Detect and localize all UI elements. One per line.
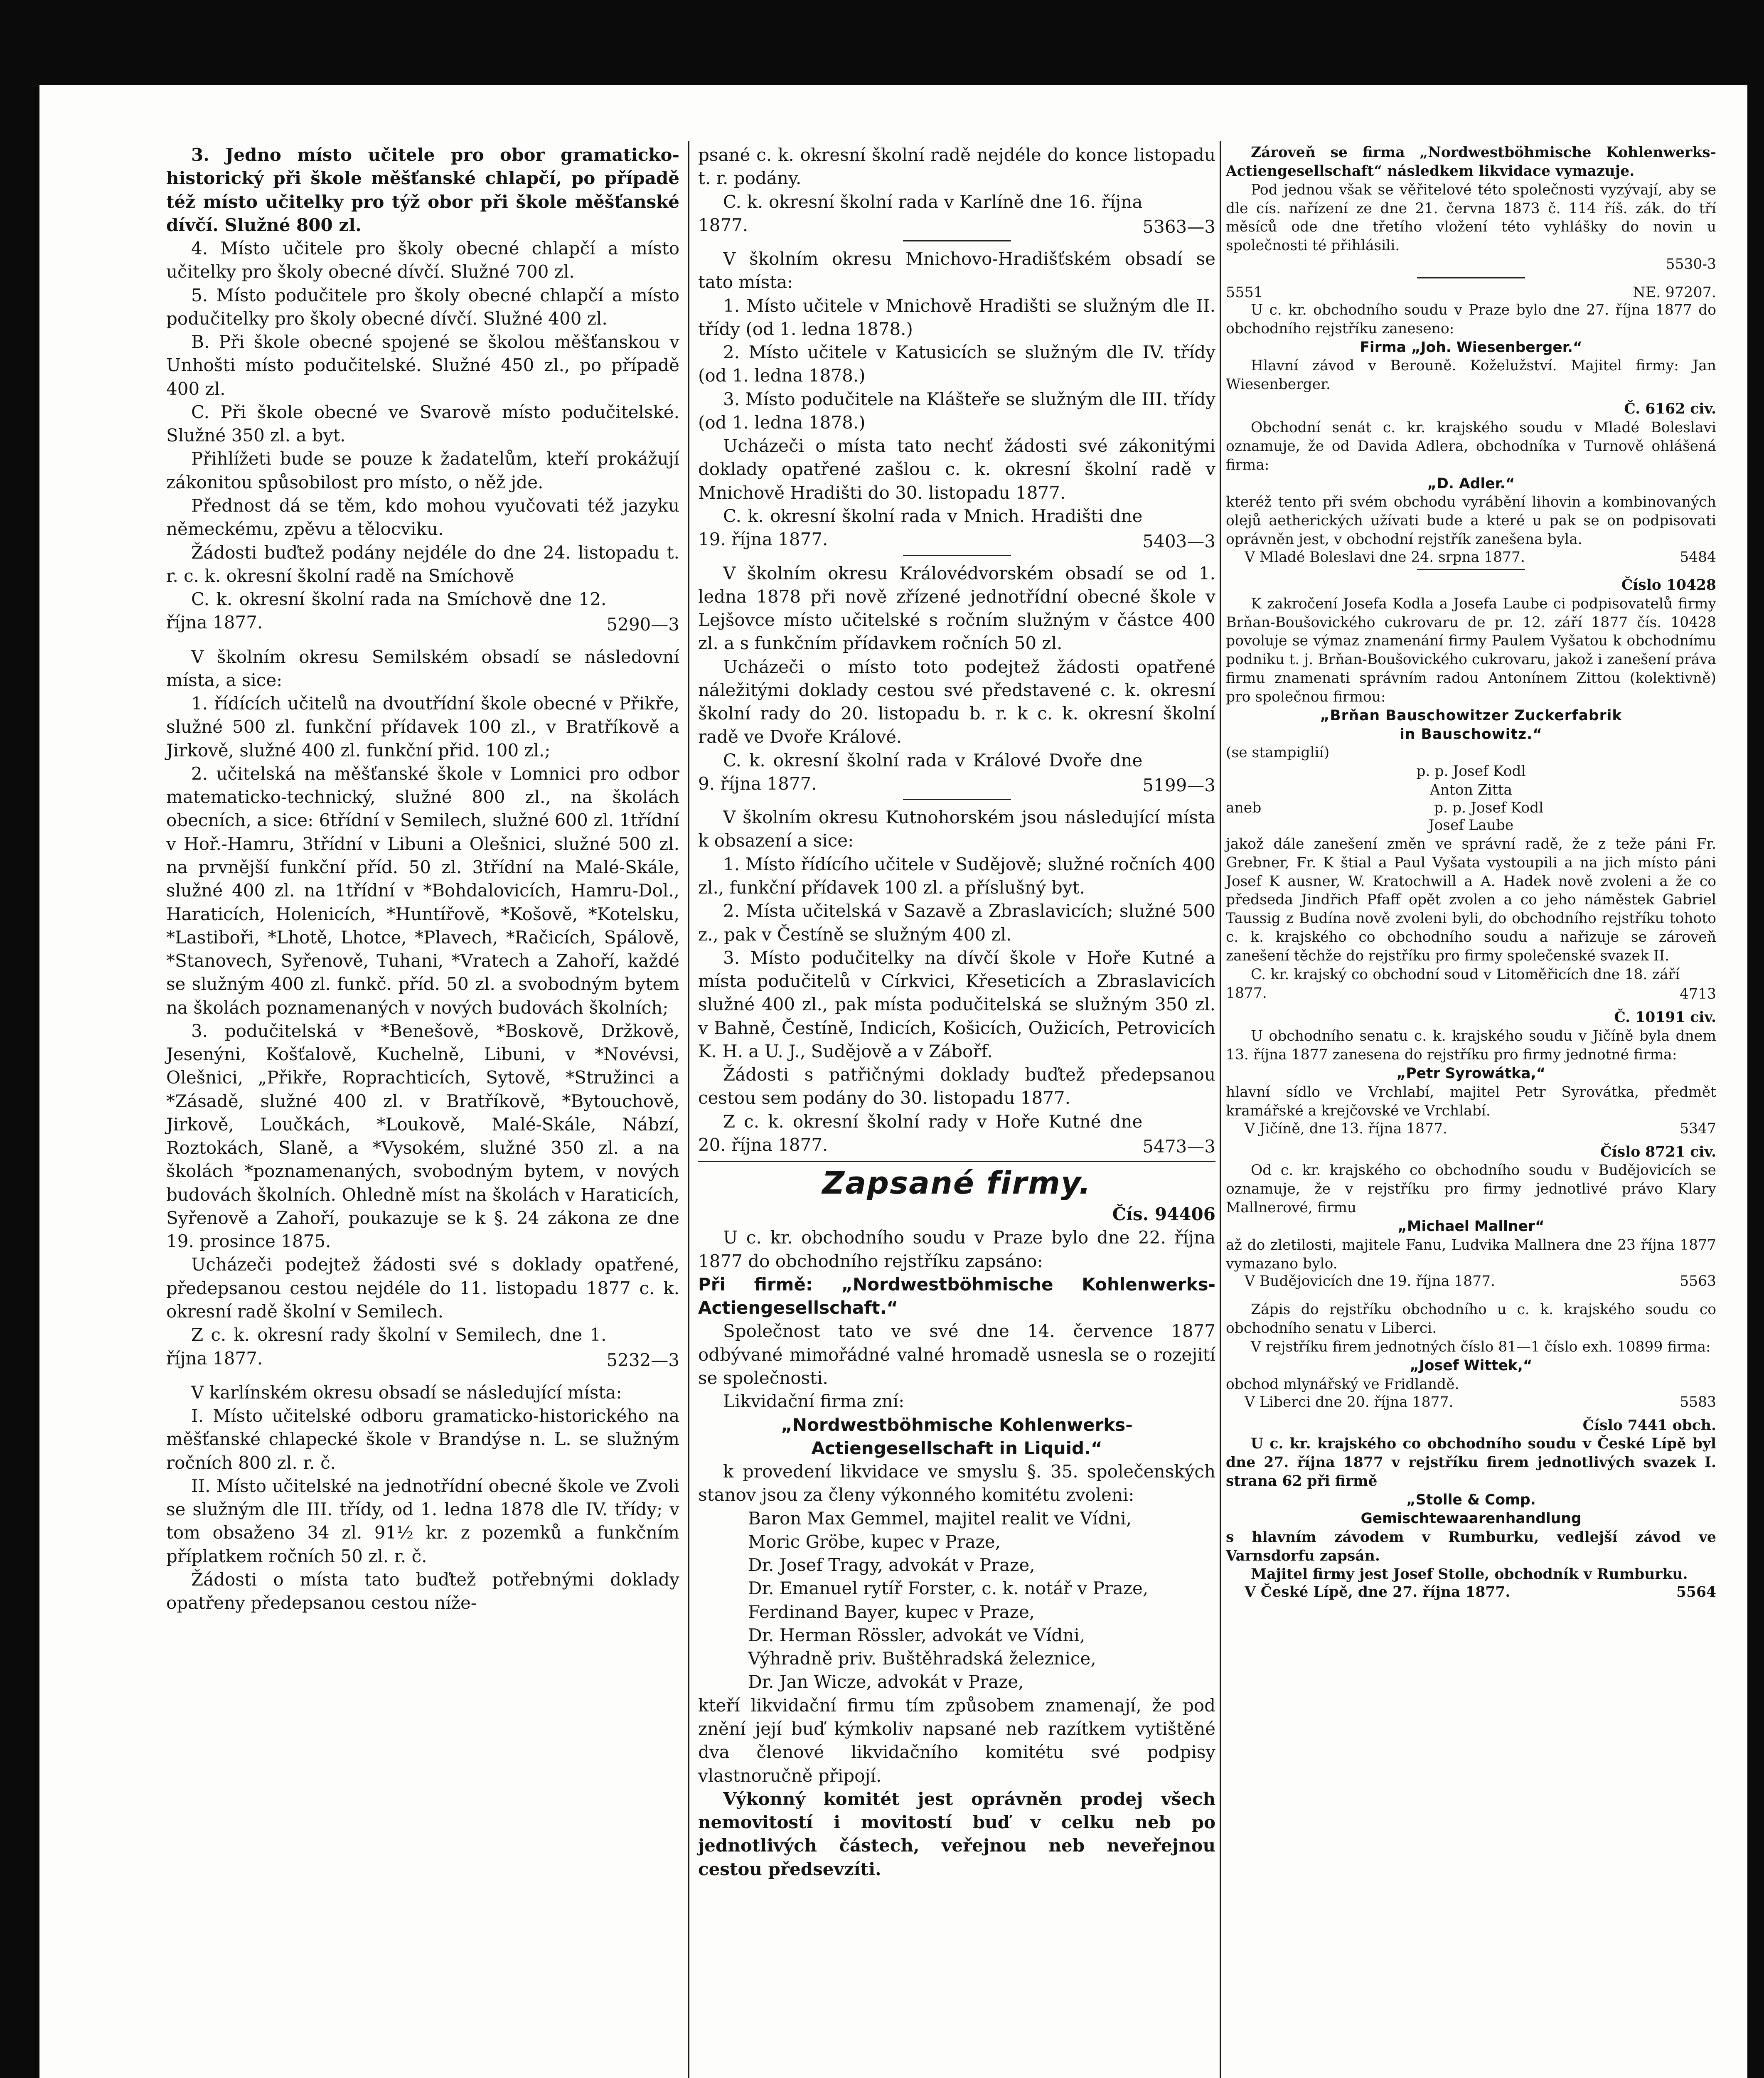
case-number: Čís. 94406 bbox=[1112, 1204, 1215, 1225]
paragraph: obchod mlynářský ve Fridlandě. bbox=[1226, 1376, 1459, 1393]
signature-text: C. k. okresní školní rada na Smíchově dne 12. října 1877. bbox=[166, 589, 607, 633]
paragraph: Žádosti s patřičnými doklady buďtež předepsanou cestou sem podány do 30. listopadu 1877. bbox=[698, 1064, 1215, 1108]
paragraph: Pod jednou však se věřitelové této společnosti vyzývají, aby se dle cís. nařízení ze dne 21. června 1873 č. 114 říš. zák. do tří měsíců ode dne třetího vložení této vyhlášky do novin u společnosti té přihlásili. bbox=[1226, 181, 1716, 254]
case-number: Číslo 10428 bbox=[1621, 576, 1716, 593]
reference-number: 5363—3 bbox=[1142, 217, 1215, 237]
firm-line: Při firmě: „Nordwestböhmische Kohlenwerks-Actiengesellschaft.“ bbox=[698, 1274, 1215, 1318]
signatory: Josef Laube bbox=[1428, 817, 1514, 834]
paragraph: 1. řídících učitelů na dvoutřídní škole obecné v Přikře, služné 500 zl. funkční přídavek 100 zl., v Bratříkově a Jirkově, služné 400 zl. funkční přid. 100 zl.; bbox=[166, 693, 679, 761]
firm-name: „Michael Mallner“ bbox=[1397, 1218, 1545, 1235]
paragraph: V karlínském okresu obsadí se následující místa: bbox=[191, 1382, 622, 1403]
signatory: p. p. Josef Kodl bbox=[1434, 800, 1544, 816]
paragraph: I. Místo učitelské odboru gramaticko-historického na měšťanské chlapecké škole v Brandýse n. L. se služným ročních 800 zl. r. č. bbox=[166, 1406, 679, 1473]
firm-name: Firma „Joh. Wiesenberger.“ bbox=[1360, 339, 1582, 356]
signature-line bbox=[1226, 1394, 1716, 1411]
paragraph: 4. Místo učitele pro školy obecné chlapčí a místo učitelky pro školy obecné dívčí. Služné 700 zl. bbox=[166, 238, 679, 282]
paragraph: kteří likvidační firmu tím způsobem znamenají, že pod znění její buď kýmkoliv napsané neb razítkem vytištěné dva členové likvidačního komitétu své podpisy vlastnoručně připojí. bbox=[698, 1695, 1215, 1786]
paragraph: 3. Místo podučitelky na dívčí škole v Hoře Kutné a místa podučitelů v Církvici, Křeseticích a Zbraslavicích služné 400 zl., pak místa podučitelská se služným 350 zl. v Bahně, Čestíně, Indicích, Košicích, Oužicích, Petrovicích K. H. a U. J., Sudějově a v Zábořf. bbox=[698, 947, 1215, 1061]
paragraph: K zakročení Josefa Kodla a Josefa Laube ci podpisovatelů firmy Brňan-Boušovického cukrovaru de pr. 12. září 1877 čís. 10428 povoluje se výmaz znamenání firmy Paulem Vyšatou k obchodnímu podniku t. j. Brňan-Boušovického cukrovaru, jakož i zanešení práva firmu znamenati správním radou Antonínem Zittou (kolektivně) pro společnou firmou: bbox=[1226, 595, 1716, 705]
signature-line bbox=[1226, 965, 1716, 1003]
paragraph: U c. kr. krajského co obchodního soudu v České Lípě byl dne 27. října 1877 v rejstříku firem jednotlivých svazek I. strana 62 při firmě bbox=[1226, 1435, 1716, 1490]
paragraph: Od c. kr. krajského co obchodního soudu v Budějovicích se oznamuje, že v rejstříku pro firmy jednotlivé právo Klary Mallnerové, firmu bbox=[1226, 1162, 1716, 1216]
scan-edge-top bbox=[0, 0, 1764, 85]
paragraph: 1. Místo učitele v Mnichově Hradišti se služným dle II. třídy (od 1. ledna 1878.) bbox=[698, 295, 1215, 339]
reference-number: 5199—3 bbox=[1142, 775, 1215, 796]
paragraph: U c. kr. obchodního soudu v Praze bylo dne 27. října 1877 do obchodního rejstříku zaneseno: bbox=[1226, 301, 1716, 337]
paragraph: Ucházeči o místo toto podejtež žádosti opatřené náležitými doklady cestou své představené c. k. okresní školní rady do 20. listopadu b. r. k c. k. okresní školní radě ve Dvoře Králové. bbox=[698, 656, 1215, 747]
paragraph: Ucházeči podejtež žádosti své s doklady opatřené, předepsanou cestou nejdéle do 11. listopadu 1877 c. k. okresní radě školní v Semilech. bbox=[166, 1254, 679, 1322]
paragraph: V rejstříku firem jednotných číslo 81—1 číslo exh. 10899 firma: bbox=[1251, 1339, 1711, 1356]
reference-number: 5232—3 bbox=[606, 1349, 679, 1370]
column-right bbox=[1226, 143, 1716, 1600]
scan-edge-right bbox=[1747, 0, 1764, 2078]
paragraph: Majitel firmy jest Josef Stolle, obchodník v Rumburku. bbox=[1251, 1566, 1688, 1583]
paragraph: B. Při škole obecné spojené se školou měšťanskou v Unhošti místo podučitelské. Služné 450 zl., po případě 400 zl. bbox=[166, 332, 679, 399]
stamp-note: (se stampiglií) bbox=[1226, 744, 1330, 761]
firm-name: „D. Adler.“ bbox=[1427, 475, 1515, 492]
separator bbox=[903, 240, 1011, 241]
signature-line bbox=[698, 1110, 1215, 1157]
paragraph: V školním okresu Kutnohorském jsou následující místa k obsazení a sice: bbox=[698, 807, 1215, 851]
section-heading: Zapsané firmy. bbox=[822, 1165, 1092, 1201]
signature-line bbox=[166, 1323, 679, 1370]
column-rule bbox=[1220, 141, 1221, 2078]
signatory: p. p. Josef Kodl bbox=[1416, 763, 1526, 780]
list-item: Ferdinand Bayer, kupec v Praze, bbox=[748, 1601, 1035, 1622]
paragraph: II. Místo učitelské na jednotřídní obecné škole ve Zvoli se služným dle III. třídy, od 1. ledna 1878 dle IV. třídy; v tom obsaženo 34 zl. 91½ kr. z pozemků a funkčním příplatkem ročních 50 zl. r. č. bbox=[166, 1475, 679, 1566]
paragraph: hlavní sídlo ve Vrchlabí, majitel Petr Syrovátka, předmět kramářské a krejčovské ve Vrchlabí. bbox=[1226, 1083, 1716, 1119]
list-item: Baron Max Gemmel, majitel realit ve Vídni, bbox=[748, 1508, 1132, 1529]
firm-name: Gemischtewaarenhandlung bbox=[1361, 1510, 1582, 1527]
firm-name: „Josef Wittek,“ bbox=[1410, 1357, 1533, 1374]
signature-line bbox=[1226, 1273, 1716, 1290]
paragraph: Žádosti buďtež podány nejdéle do dne 24. listopadu t. r. c. k. okresní školní radě na Smíchově bbox=[166, 542, 679, 586]
paragraph: Ucházeči o místa tato nechť žádosti své zákonitými doklady opatřené zašlou c. k. okresní školní radě v Mnichově Hradišti do 30. listopadu 1877. bbox=[698, 436, 1215, 503]
signature-line bbox=[166, 588, 679, 635]
signature-line bbox=[1226, 549, 1716, 566]
reference-number: 5473—3 bbox=[1142, 1136, 1215, 1157]
case-number: Č. 6162 civ. bbox=[1624, 401, 1716, 418]
signature-text: V České Lípě, dne 27. října 1877. bbox=[1245, 1584, 1511, 1601]
list-item: Výhradně priv. Buštěhradská železnice, bbox=[748, 1648, 1096, 1669]
list-item: Dr. Josef Tragy, advokát v Praze, bbox=[748, 1555, 1035, 1576]
reference-number: 5290—3 bbox=[606, 614, 679, 635]
signature-text: V Liberci dne 20. října 1877. bbox=[1245, 1394, 1454, 1411]
signatory-alt bbox=[1226, 800, 1716, 816]
paragraph: V školním okresu Mnichovo-Hradišťském obsadí se tato místa: bbox=[698, 249, 1215, 293]
firm-name: „Stolle & Comp. bbox=[1406, 1492, 1536, 1508]
paragraph: 1. Místo řídícího učitele v Sudějově; služné ročních 400 zl., funkční přídavek 100 zl. a příslušný byt. bbox=[698, 854, 1215, 898]
committee-list bbox=[698, 1507, 1215, 1694]
paragraph: Hlavní závod v Berouně. Koželužství. Majitel firmy: Jan Wiesenberger. bbox=[1226, 357, 1716, 393]
case-number: Číslo 8721 civ. bbox=[1600, 1143, 1716, 1160]
paragraph: s hlavním závodem v Rumburku, vedlejší závod ve Varnsdorfu zapsán. bbox=[1226, 1529, 1716, 1564]
signature-text: Z c. k. okresní školní rady v Hoře Kutné dne 20. října 1877. bbox=[698, 1111, 1143, 1155]
case-number: Číslo 7441 obch. bbox=[1582, 1417, 1716, 1434]
reference-number: 5484 bbox=[1680, 549, 1716, 566]
list-item: Dr. Emanuel rytíř Forster, c. k. notář v Praze, bbox=[748, 1578, 1149, 1599]
paragraph: psané c. k. okresní školní radě nejdéle do konce listopadu t. r. podány. bbox=[698, 145, 1215, 189]
paragraph: Výkonný komitét jest oprávněn prodej všech nemovitostí i movitostí buď v celku neb po jednotlivých částech, veřejnou neb neveřejnou cestou předsevzíti. bbox=[698, 1788, 1215, 1879]
case-number: Č. 10191 civ. bbox=[1614, 1009, 1716, 1026]
signature-text: C. kr. krajský co obchodní soud v Litoměřicích dne 18. září 1877. bbox=[1226, 966, 1680, 1002]
notice-header bbox=[1226, 284, 1716, 301]
paragraph: C. Při škole obecné ve Svarově místo podučitelské. Služné 350 zl. a byt. bbox=[166, 401, 679, 446]
list-item: Dr. Herman Rössler, advokát ve Vídni, bbox=[748, 1625, 1085, 1645]
paragraph: Likvidační firma zní: bbox=[723, 1391, 905, 1412]
paragraph: Zápis do rejstříku obchodního u c. k. krajského soudu co obchodního senatu v Liberci. bbox=[1226, 1301, 1716, 1337]
paragraph: 2. Místo učitele v Katusicích se služným dle IV. třídy (od 1. ledna 1878.) bbox=[698, 342, 1215, 386]
reference-number: 5403—3 bbox=[1142, 531, 1215, 552]
reference-number: 4713 bbox=[1680, 986, 1716, 1003]
paragraph: U obchodního senatu c. k. krajského soudu v Jičíně byla dnem 13. října 1877 zanesena do rejstříku pro firmy jednotné firma: bbox=[1226, 1028, 1716, 1064]
paragraph: 5. Místo podučitele pro školy obecné chlapčí a místo podučitelky pro školy obecné dívčí. Služné 400 zl. bbox=[166, 285, 679, 329]
paragraph: kteréž tento při svém obchodu vyrábění lihovin a kombinovaných olejů aetherických užívati bude a které u pak se on podpisovati oprávněn jest, v obchodní rejstřík zanešena byla. bbox=[1226, 494, 1716, 548]
reference-number: 5563 bbox=[1680, 1273, 1716, 1290]
signature-text: V Mladé Boleslavi dne 24. srpna 1877. bbox=[1245, 549, 1525, 566]
firm-name: in Bauschowitz.“ bbox=[1400, 726, 1543, 743]
separator bbox=[903, 555, 1011, 556]
firm-name: „Petr Syrowátka,“ bbox=[1396, 1065, 1546, 1082]
paragraph: 3. Místo podučitele na Klášteře se služným dle III. třídy (od 1. ledna 1878.) bbox=[698, 389, 1215, 433]
reference-number: 5583 bbox=[1680, 1394, 1716, 1411]
column-middle bbox=[698, 143, 1215, 1881]
signature-line bbox=[1226, 1584, 1716, 1600]
section-rule bbox=[698, 1161, 1215, 1162]
case-number: NE. 97207. bbox=[1633, 284, 1716, 301]
signature-line bbox=[698, 749, 1215, 796]
firm-name: „Nordwestböhmische Kohlenwerks-Actiengesellschaft in Liquid.“ bbox=[781, 1414, 1133, 1458]
paragraph: Obchodní senát c. kr. krajského soudu v Mladé Boleslavi oznamuje, že od Davida Adlera, obchodníka v Turnově ohlášená firma: bbox=[1226, 419, 1716, 473]
separator bbox=[1417, 569, 1525, 570]
paragraph: jakož dále zanešení změn ve správní radě, že z teže páni Fr. Grebner, Fr. K štial a Paul Vyšata vystoupili a na jich místo páni Josef K ausner, W. Kratochwill a A. Hadek nově zvoleni a že co předseda Jindřich Pfaff opět zvolen a co jeho náměstek Gabriel Taussig z Budína nově zvoleni byli, do obchodního rejstříku tohoto c. k. krajského co obchodního soudu a nařizuje se zároveň zanešení těchže do rejstříku pro firmy společenské svazek II. bbox=[1226, 835, 1716, 964]
signature-line bbox=[1226, 1120, 1716, 1137]
newspaper-page bbox=[50, 91, 1737, 2078]
signature-text: V Jičíně, dne 13. října 1877. bbox=[1245, 1120, 1447, 1137]
signature-text: Z c. k. okresní rady školní v Semilech, dne 1. října 1877. bbox=[166, 1325, 607, 1369]
paragraph: Přednost dá se těm, kdo mohou vyučovati též jazyku německému, zpěvu a tělocviku. bbox=[166, 495, 679, 539]
signatory: Anton Zitta bbox=[1429, 782, 1513, 799]
signature-text: C. k. okresní školní rada v Králové Dvoře dne 9. října 1877. bbox=[698, 750, 1143, 794]
paragraph: U c. kr. obchodního soudu v Praze bylo dne 22. října 1877 do obchodního rejstříku zapsáno: bbox=[698, 1227, 1215, 1271]
paragraph: 3. podučitelská v *Benešově, *Boskově, Držkově, Jesenýni, Košťalově, Kuchelně, Libuni, v *Novévsi, Olešnici, „Přikře, Roprachticích, Sytově, *Stružinci a *Zásadě, služné 400 zl. v Bratříkově, *Bytouchově, Jirkově, Loučkách, *Loukově, Malé-Skále, Nábzí, Roztokách, Slaně, a *Vysokém, služné 350 zl. a na školách *poznamenaných, svobodným bytem, v nových budovách školních. Ohledně míst na školách v Haraticích, Syřenově a Zahoří, poukazuje se k §. 24 zákona ze dne 19. prosince 1875. bbox=[166, 1020, 679, 1252]
firm-name: „Brňan Bauschowitzer Zuckerfabrik bbox=[1320, 707, 1622, 724]
paragraph: V školním okresu Semilském obsadí se následovní místa, a sice: bbox=[166, 646, 679, 690]
column-rule bbox=[688, 141, 689, 2078]
separator bbox=[903, 799, 1011, 800]
scan-edge-left bbox=[0, 0, 39, 2078]
list-item: Dr. Jan Wicze, advokát v Praze, bbox=[748, 1672, 1024, 1692]
reference-number: 5530-3 bbox=[1666, 256, 1716, 273]
paragraph: 2. Místa učitelská v Sazavě a Zbraslavicích; služné 500 z., pak v Čestíně se služným 400 zl. bbox=[698, 901, 1215, 945]
signature-text: C. k. okresní školní rada v Mnich. Hradišti dne 19. října 1877. bbox=[698, 505, 1143, 550]
reference-number: 5564 bbox=[1676, 1584, 1716, 1601]
signature-text: C. k. okresní školní rada v Karlíně dne 16. října 1877. bbox=[698, 191, 1143, 235]
paragraph: Žádosti o místa tato buďtež potřebnými doklady opatřeny předepsanou cestou níže- bbox=[166, 1569, 679, 1613]
paragraph: k provedení likvidace ve smyslu §. 35. společenských stanov jsou za členy výkonného komitétu zvoleni: bbox=[698, 1461, 1215, 1505]
paragraph: 3. Jedno místo učitele pro obor gramaticko-historický při škole měšťanské chlapčí, po případě též místo učitelky pro týž obor při škole měšťanské dívčí. Služné 800 zl. bbox=[166, 145, 679, 235]
signature-text: V Budějovicích dne 19. října 1877. bbox=[1245, 1273, 1496, 1290]
separator bbox=[1417, 277, 1525, 278]
paragraph: Zároveň se firma „Nordwestböhmische Kohlenwerks-Actiengesellschaft“ následkem likvidace vymazuje. bbox=[1226, 144, 1716, 180]
conjunction: aneb bbox=[1226, 800, 1262, 816]
reference-number: 5551 bbox=[1226, 284, 1263, 301]
paragraph: Přihlížeti bude se pouze k žadatelům, kteří prokážují zákonitou spůsobilost pro místo, o něž jde. bbox=[166, 448, 679, 492]
list-item: Moric Gröbe, kupec v Praze, bbox=[748, 1531, 1001, 1552]
paragraph: Společnost tato ve své dne 14. července 1877 odbývané mimořádné valné hromadě usnesla se o rozejití se společnosti. bbox=[698, 1321, 1215, 1389]
paragraph: 2. učitelská na měšťanské škole v Lomnici pro odbor matematicko-technický, služné 800 zl., na školách obecních, a sice: 6třídní v Semilech, služné 600 zl. 1třídní v Hoř.-Hamru, 3třídní v Libuni a Olešnici, služné 500 zl. na prvnější funkční příd. 50 zl. 3třídní na Malé-Skále, služné 400 zl. na 1třídní v *Bohdalovicích, Hamru-Dol., Haraticích, Holenicích, *Huntířově, *Košově, *Kotelsku, *Lastiboři, *Lhotě, Lhotce, *Plavech, *Račicích, Spálově, *Stanovech, Syřenově, Tuhani, *Vratech a Zahoří, každé se služným 400 zl. funkč. příd. 50 zl. a svobodným bytem na školách poznamenaných v nových budovách školních; bbox=[166, 763, 679, 1018]
paragraph: až do zletilosti, majitele Fanu, Ludvika Mallnera dne 23 října 1877 vymazano bylo. bbox=[1226, 1236, 1716, 1272]
signature-line bbox=[698, 505, 1215, 552]
signature-line bbox=[698, 190, 1215, 237]
paragraph: V školním okresu Královédvorském obsadí se od 1. ledna 1878 při nově zřízené jednotřídní obecné škole v Lejšovce místo učitelské s ročním služným v částce 400 zl. a s funkčním přídavkem ročních 50 zl. bbox=[698, 563, 1215, 654]
column-left bbox=[166, 143, 679, 1615]
reference-number: 5347 bbox=[1680, 1120, 1716, 1137]
